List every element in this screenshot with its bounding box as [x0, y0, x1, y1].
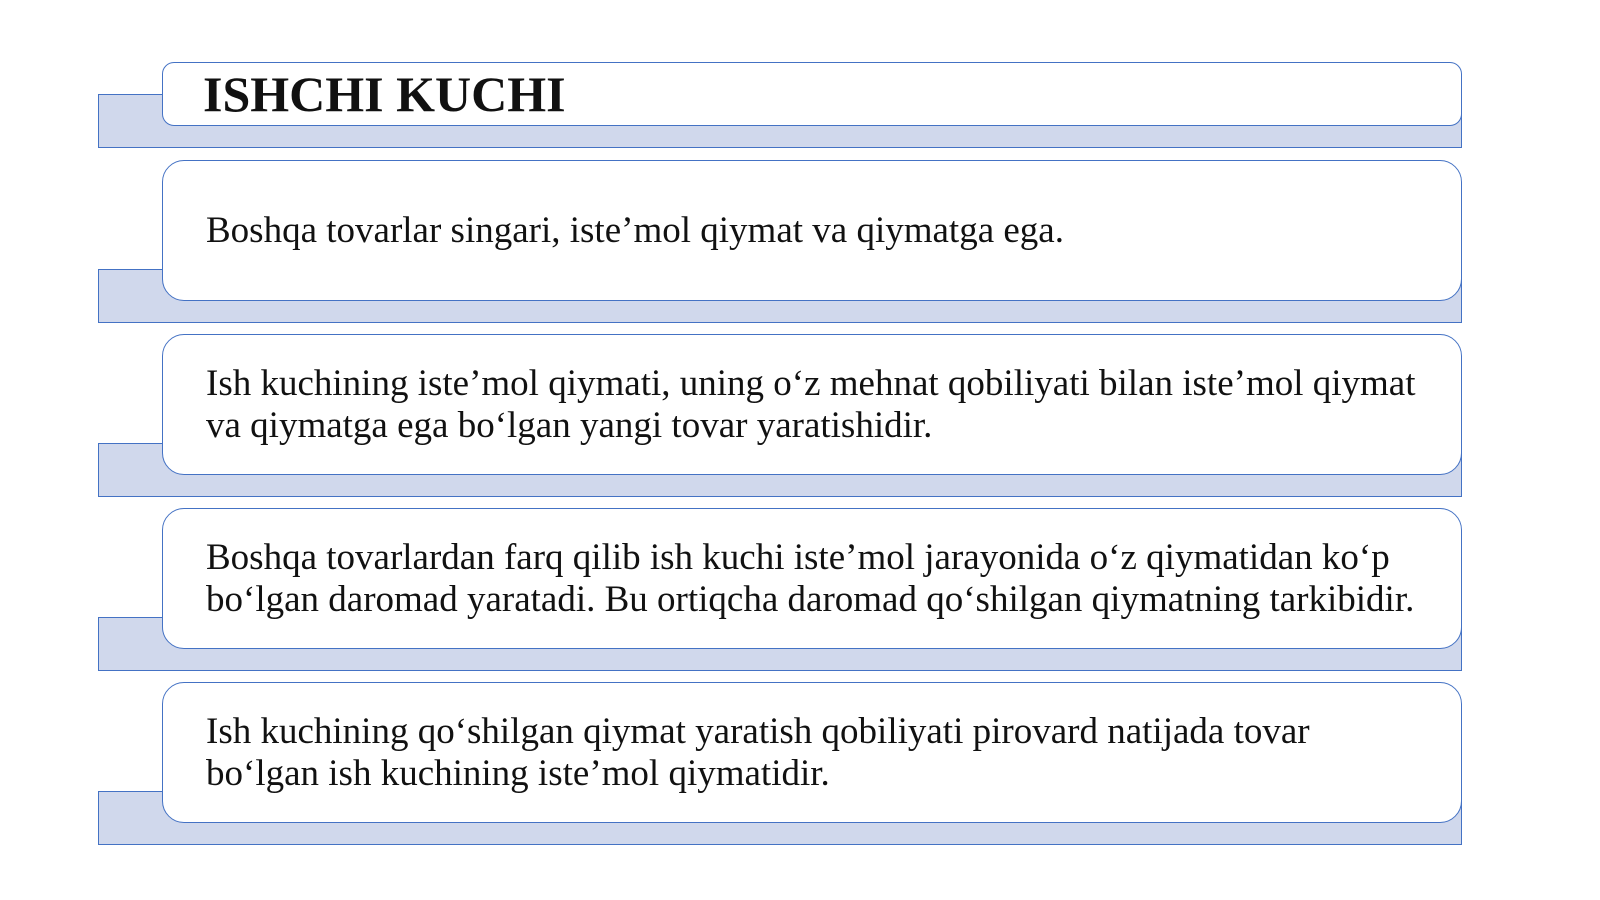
- item-text: Ish kuchining qo‘shilgan qiymat yaratish qobiliyati pirovard natijada tovar bo‘lgan ish kuchining iste’mol qiymatidir.: [206, 710, 1310, 794]
- title-box: [162, 62, 1462, 126]
- item-text: Boshqa tovarlar singari, iste’mol qiymat va qiymatga ega.: [206, 209, 1064, 251]
- item-box: [162, 334, 1462, 475]
- item-box: [162, 508, 1462, 649]
- item-text: Ish kuchining iste’mol qiymati, uning o‘z mehnat qobiliyati bilan iste’mol qiymat va qiymatga ega bo‘lgan yangi tovar yaratishidir.: [206, 362, 1416, 446]
- item-text: Boshqa tovarlardan farq qilib ish kuchi iste’mol jarayonida o‘z qiymatidan ko‘p bo‘lgan daromad yaratadi. Bu ortiqcha daromad qo‘shilgan qiymatning tarkibidir.: [206, 536, 1415, 620]
- item-box: [162, 682, 1462, 823]
- item-box: [162, 160, 1462, 301]
- diagram-title: ISHCHI KUCHI: [203, 66, 566, 122]
